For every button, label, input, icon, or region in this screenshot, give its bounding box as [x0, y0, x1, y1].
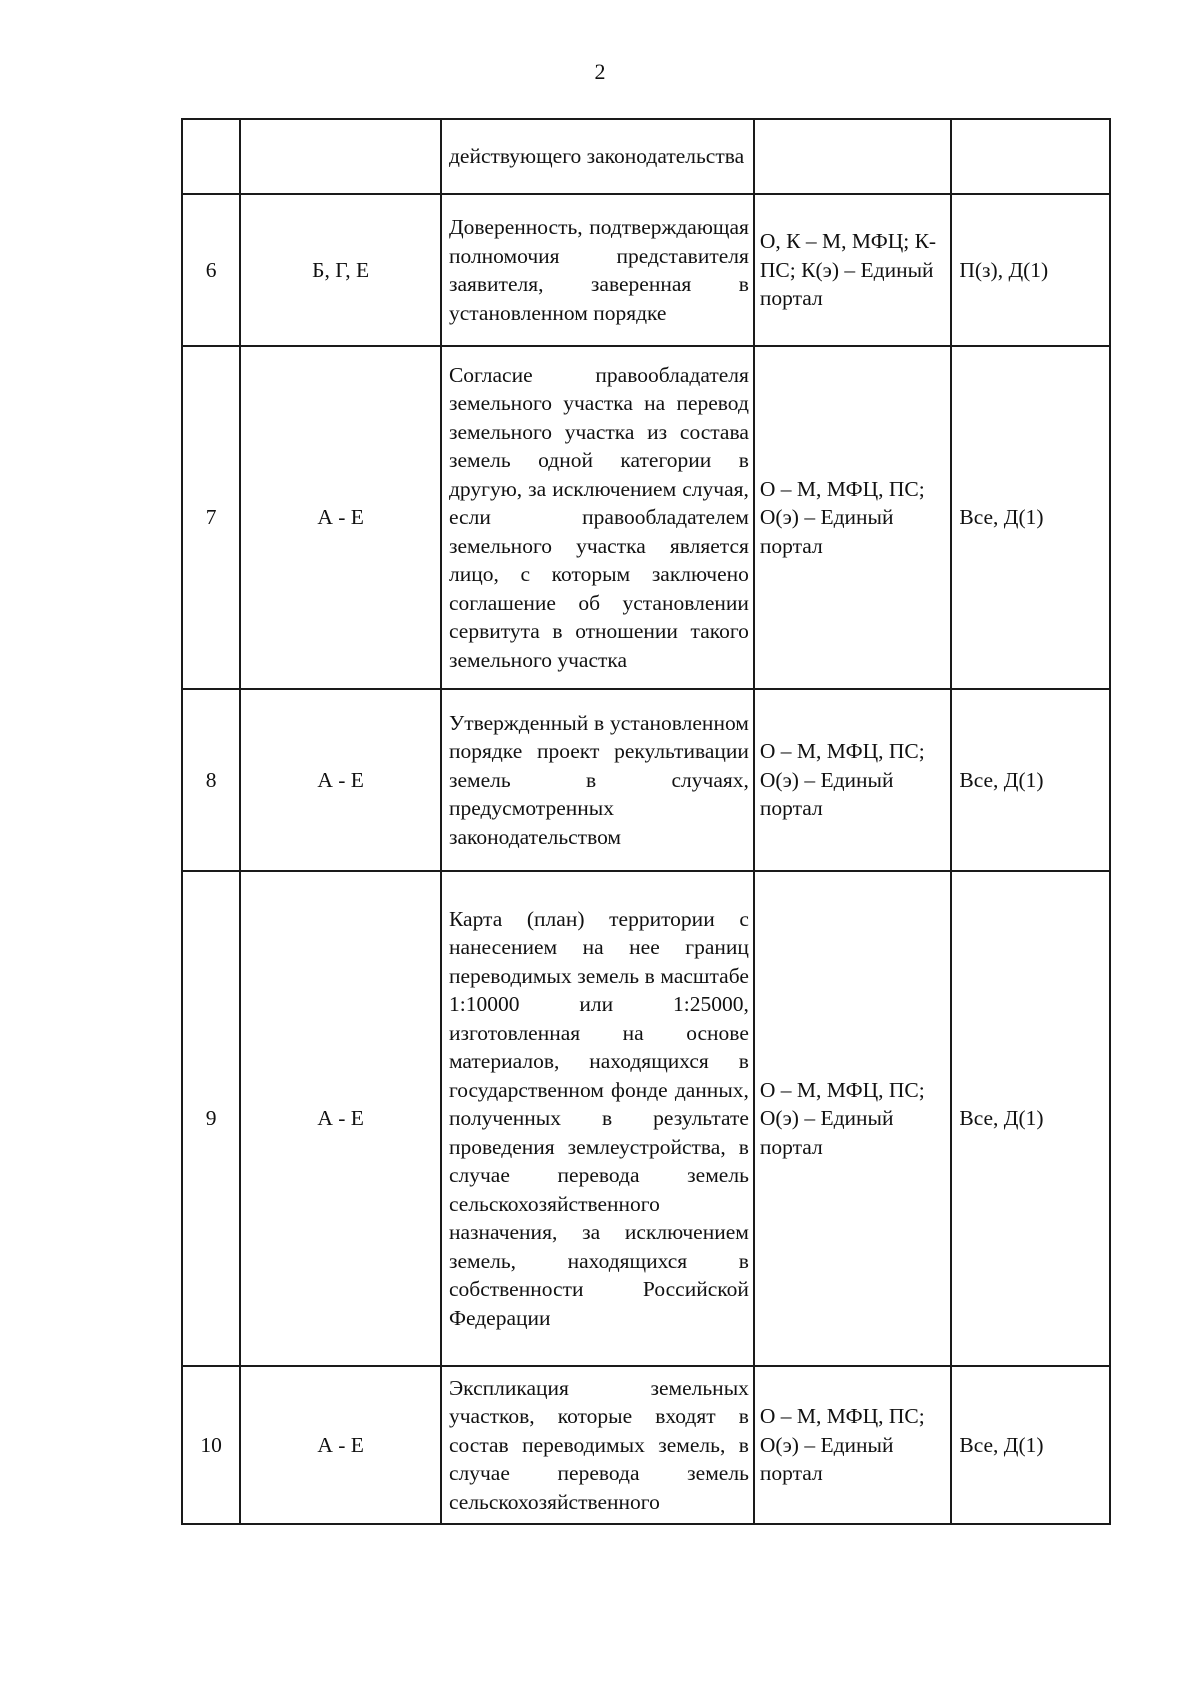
table-row [182, 346, 1110, 689]
document-name-cell [441, 346, 754, 689]
result-cell [951, 119, 1110, 194]
submission-method-text: О – М, МФЦ, ПС; О(э) – Единый портал [759, 476, 925, 558]
submission-method-cell [754, 346, 951, 689]
document-name-cell [441, 194, 754, 346]
submission-method-cell [754, 689, 951, 871]
submission-method-cell [754, 1366, 951, 1524]
submission-method-text: О – М, МФЦ, ПС; О(э) – Единый портал [759, 1404, 925, 1486]
document-name-text: Экспликация земельных участков, которые входят в состав переводимых земель, в случае перевода земель сельскохозяйственного [448, 1375, 749, 1514]
table-row [182, 871, 1110, 1366]
applicant-categories-cell: А - Е [240, 346, 441, 689]
applicant-categories-cell: А - Е [240, 1366, 441, 1524]
applicant-categories-cell: Б, Г, Е [240, 194, 441, 346]
row-number-cell: 6 [182, 194, 240, 346]
row-number-cell: 9 [182, 871, 240, 1366]
submission-method-cell [754, 871, 951, 1366]
document-name-cell [441, 119, 754, 194]
submission-method-cell [754, 194, 951, 346]
row-number-cell: 10 [182, 1366, 240, 1524]
result-cell: Все, Д(1) [951, 1366, 1110, 1524]
document-name-cell [441, 689, 754, 871]
document-name-text: Доверенность, подтверждающая полномочия представителя заявителя, заверенная в установленном порядке [448, 215, 749, 325]
table-row [182, 1366, 1110, 1524]
result-cell: Все, Д(1) [951, 871, 1110, 1366]
applicant-categories-cell: А - Е [240, 871, 441, 1366]
document-name-text: Карта (план) территории с нанесением на нее границ переводимых земель в масштабе 1:10000 или 1:25000, изготовленная на основе материалов, находящихся в государственном фонде данных, полученных в результате проведения землеустройства, в случае перевода земель сельскохозяйственного назначения, за исключением земель, находящихся в собственности Российской Федерации [448, 906, 749, 1330]
submission-method-text: О – М, МФЦ, ПС; О(э) – Единый портал [759, 1077, 925, 1159]
row-number-cell: 7 [182, 346, 240, 689]
result-cell: Все, Д(1) [951, 346, 1110, 689]
document-name-text: Утвержденный в установленном порядке проект рекультивации земель в случаях, предусмотренных законодательством [448, 710, 749, 849]
documents-table [181, 118, 1111, 1525]
submission-method-cell [754, 119, 951, 194]
table-row [182, 119, 1110, 194]
result-cell: Все, Д(1) [951, 689, 1110, 871]
document-name-text: действующего законодательства [448, 144, 745, 169]
row-number-cell: 8 [182, 689, 240, 871]
applicant-categories-cell [240, 119, 441, 194]
page-number: 2 [594, 59, 606, 84]
table-row [182, 689, 1110, 871]
document-name-cell [441, 871, 754, 1366]
table-row [182, 194, 1110, 346]
document-name-cell [441, 1366, 754, 1524]
submission-method-text: О, К – М, МФЦ; К-ПС; К(э) – Единый портал [759, 229, 937, 311]
row-number-cell [182, 119, 240, 194]
document-name-text: Согласие правообладателя земельного участка на перевод земельного участка из состава земель одной категории в другую, за исключением случая, если правообладателем земельного участка является лицо, с которым заключено соглашение об установлении сервитута в отношении такого земельного участка [448, 362, 749, 672]
submission-method-text: О – М, МФЦ, ПС; О(э) – Единый портал [759, 739, 925, 821]
applicant-categories-cell: А - Е [240, 689, 441, 871]
result-cell: П(з), Д(1) [951, 194, 1110, 346]
